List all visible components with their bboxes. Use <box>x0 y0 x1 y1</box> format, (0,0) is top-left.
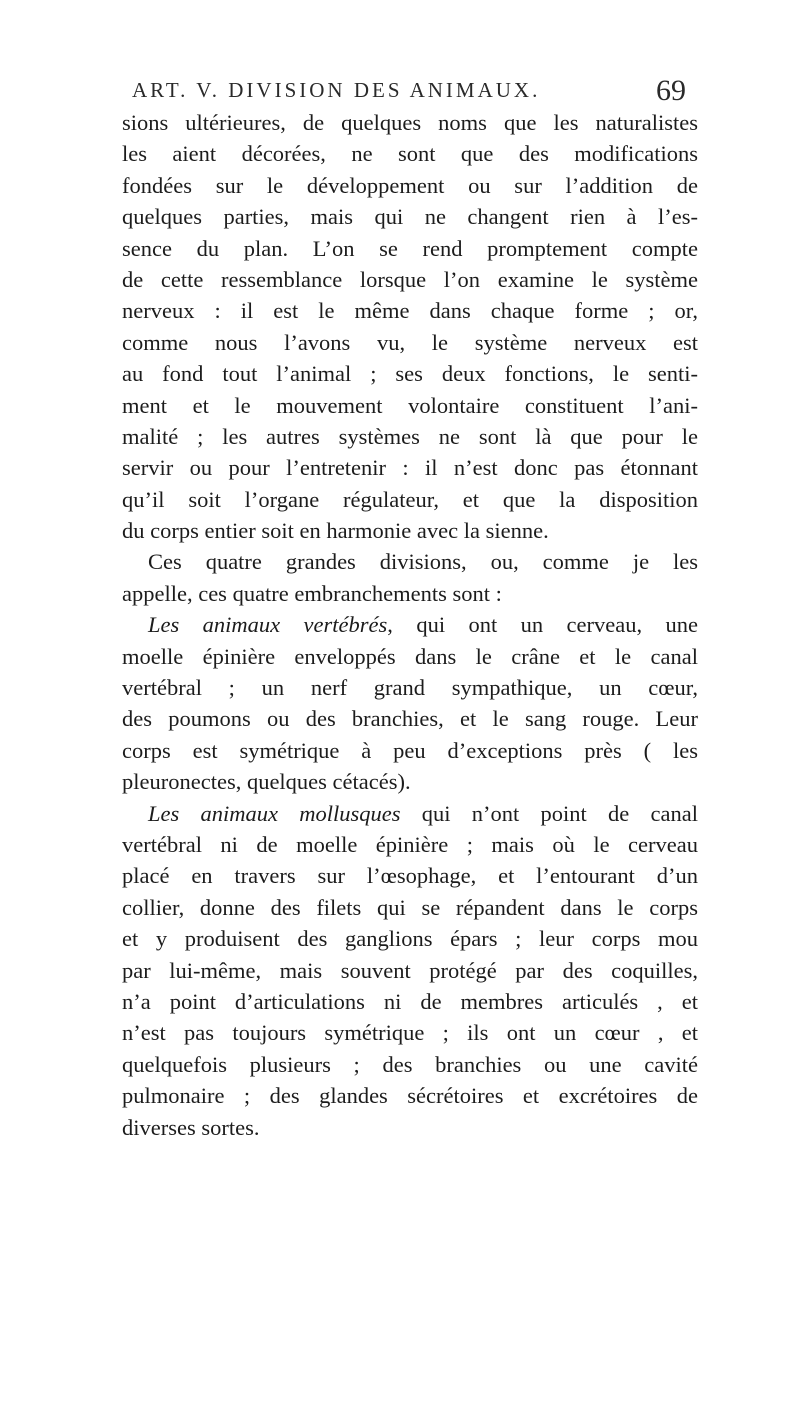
text-line <box>122 766 698 797</box>
text-line <box>122 641 698 672</box>
text-line <box>122 264 698 295</box>
text-line <box>122 609 698 640</box>
line-text: n’a point d’articulations ni de membres articulés , et <box>122 988 698 1014</box>
body-text <box>122 107 698 1143</box>
text-line <box>122 107 698 138</box>
text-line <box>122 923 698 954</box>
text-line <box>122 1112 698 1143</box>
text-line <box>122 546 698 577</box>
line-text: quelquefois plusieurs ; des branchies ou une cavité <box>122 1051 698 1077</box>
line-text: vertébral ; un nerf grand sympathique, un cœur, <box>122 675 698 701</box>
line-text: qu’il soit l’organe régulateur, et que la disposition <box>122 486 698 512</box>
text-line <box>122 515 698 546</box>
line-text: sions ultérieures, de quelques noms que les naturalistes <box>122 110 698 135</box>
text-line <box>122 672 698 703</box>
text-line <box>122 735 698 766</box>
italic-term: Les animaux mollusques <box>148 800 401 826</box>
line-text: des poumons ou des branchies, et le sang rouge. Leur <box>122 706 698 732</box>
text-line <box>122 829 698 860</box>
text-line <box>122 1080 698 1111</box>
text-line <box>122 327 698 358</box>
line-text: Ces quatre grandes divisions, ou, comme je les <box>148 549 698 575</box>
line-text: au fond tout l’animal ; ses deux fonctions, le senti- <box>122 361 698 387</box>
text-line <box>122 986 698 1017</box>
line-text: diverses sortes. <box>122 1114 260 1140</box>
text-line <box>122 421 698 452</box>
text-line <box>122 390 698 421</box>
line-text: et y produisent des ganglions épars ; leur corps mou <box>122 926 698 952</box>
line-text: placé en travers sur l’œsophage, et l’entourant d’un <box>122 863 698 889</box>
text-line <box>122 484 698 515</box>
text-line <box>122 1049 698 1080</box>
text-line <box>122 860 698 891</box>
line-text: pleuronectes, quelques cétacés). <box>122 769 411 795</box>
line-text: malité ; les autres systèmes ne sont là que pour le <box>122 423 698 449</box>
line-text: appelle, ces quatre embranchements sont : <box>122 580 502 606</box>
text-line <box>122 798 698 829</box>
text-line <box>122 452 698 483</box>
text-line <box>122 233 698 264</box>
line-text: vertébral ni de moelle épinière ; mais où le cerveau <box>122 831 698 857</box>
italic-term: Les animaux vertébrés <box>148 612 388 638</box>
line-text: quelques parties, mais qui ne changent rien à l’es- <box>122 204 698 230</box>
text-line <box>122 138 698 169</box>
line-text: moelle épinière enveloppés dans le crâne et le canal <box>122 643 698 669</box>
line-text: n’est pas toujours symétrique ; ils ont un cœur , et <box>122 1020 698 1046</box>
line-text: collier, donne des filets qui se répandent dans le corps <box>122 894 698 920</box>
running-title: ART. V. DIVISION DES ANIMAUX. <box>132 78 541 102</box>
line-text: sence du plan. L’on se rend promptement compte <box>122 235 698 261</box>
line-text: corps est symétrique à peu d’exceptions près ( les <box>122 737 698 763</box>
text-line <box>122 1017 698 1048</box>
line-text: de cette ressemblance lorsque l’on examine le système <box>122 266 698 292</box>
page-number: 69 <box>656 74 686 107</box>
text-line <box>122 892 698 923</box>
line-text: fondées sur le développement ou sur l’addition de <box>122 172 698 198</box>
text-line <box>122 955 698 986</box>
line-text: comme nous l’avons vu, le système nerveux est <box>122 329 698 355</box>
line-text: les aient décorées, ne sont que des modifications <box>122 141 698 167</box>
line-text: qui n’ont point de canal <box>400 800 698 826</box>
line-text: du corps entier soit en harmonie avec la sienne. <box>122 518 549 544</box>
text-line <box>122 578 698 609</box>
text-line <box>122 295 698 326</box>
line-text: pulmonaire ; des glandes sécrétoires et excrétoires de <box>122 1083 698 1109</box>
text-line <box>122 170 698 201</box>
line-text: nerveux : il est le même dans chaque forme ; or, <box>122 298 698 324</box>
text-line <box>122 358 698 389</box>
line-text: servir ou pour l’entretenir : il n’est donc pas étonnant <box>122 455 698 481</box>
text-line <box>122 201 698 232</box>
line-text: , qui ont un cerveau, une <box>387 612 698 638</box>
text-line <box>122 703 698 734</box>
line-text: par lui-même, mais souvent protégé par des coquilles, <box>122 957 698 983</box>
line-text: ment et le mouvement volontaire constituent l’ani- <box>122 392 698 418</box>
